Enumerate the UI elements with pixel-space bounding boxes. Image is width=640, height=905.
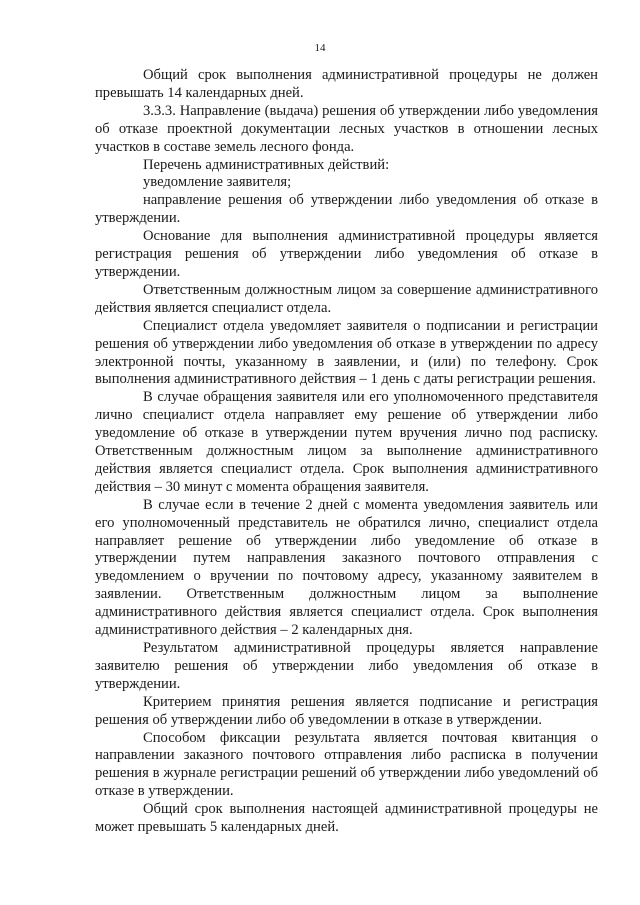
paragraph-grounds: Основание для выполнения административной процедуры является регистрация решения об утверждении либо уведомления об отказе в утверждении. [95,228,598,280]
paragraph-section-3-3-3-heading: 3.3.3. Направление (выдача) решения об утверждении либо уведомления об отказе проектной документации лесных участков в отношении лесных участков в составе земель лесного фонда. [95,102,598,155]
paragraph-responsible-official: Ответственным должностным лицом за совершение административного действия является специалист отдела. [95,281,598,316]
paragraph-total-term-5-days: Общий срок выполнения настоящей административной процедуры не может превышать 5 календарных дней. [95,801,598,836]
page-number: 14 [314,42,326,54]
document-body [95,67,598,837]
paragraph-notification-by-specialist: Специалист отдела уведомляет заявителя о подписании и регистрации решения об утверждении либо уведомления об отказе в утверждении по адресу электронной почты, указанному в заявлении, и (или) по телефону. Срок выполнения административного действия – 1 день с даты регистрации решения. [95,317,598,388]
paragraph-actions-list-intro: Перечень административных действий: [143,156,390,173]
paragraph-action-notify-applicant: уведомление заявителя; [143,174,292,191]
paragraph-total-term-14-days: Общий срок выполнения административной процедуры не должен превышать 14 календарных дней. [95,67,598,101]
paragraph-procedure-result: Результатом административной процедуры является направление заявителю решения об утверждении либо уведомления об отказе в утверждении. [95,640,598,692]
paragraph-action-send-decision: направление решения об утверждении либо уведомления об отказе в утверждении. [95,192,598,227]
paragraph-decision-criterion: Критерием принятия решения является подписание и регистрация решения об утверждении либо об уведомлении в отказе в утверждении. [95,693,598,728]
paragraph-postal-delivery: В случае если в течение 2 дней с момента уведомления заявитель или его уполномоченный представитель не обратился лично, специалист отдела направляет решение об утверждении либо уведомление об отказе в утверждении путем направления заказного почтового отправления с уведомлением о вручении по почтовому адресу, указанному заявителем в заявлении. Ответственным должностным лицом за выполнение административного действия является специалист отдела. Срок выполнения административного действия – 2 календарных дня. [95,496,598,639]
paragraph-result-recording: Способом фиксации результата является почтовая квитанция о направлении заказного почтового отправления либо расписка в получении решения в журнале регистрации решений об утверждении либо уведомлений об отказе в утверждении. [95,729,598,800]
paragraph-personal-delivery: В случае обращения заявителя или его уполномоченного представителя лично специалист отдела направляет ему решение об утверждении либо уведомление об отказе в утверждении путем вручения лично под расписку. Ответственным должностным лицом за выполнение административного действия является специалист отдела. Срок выполнения административного действия – 30 минут с момента обращения заявителя. [95,389,598,495]
